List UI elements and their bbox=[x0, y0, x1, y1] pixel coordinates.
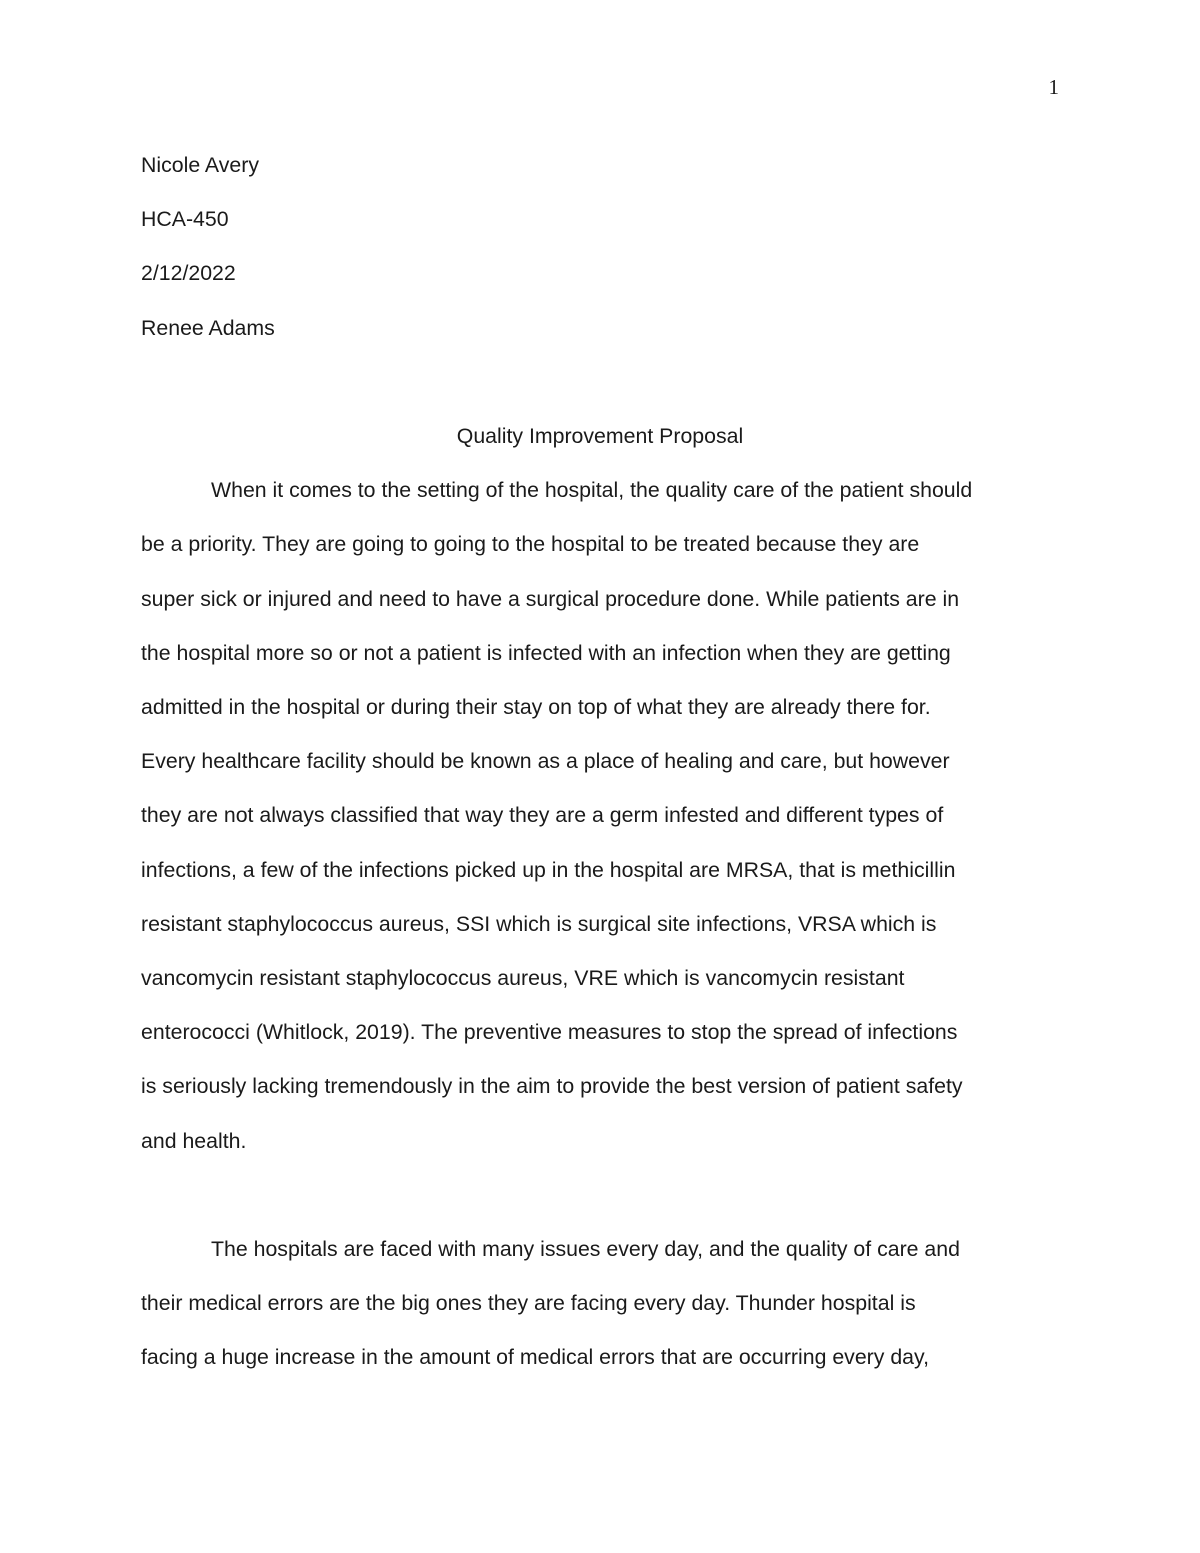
author-name: Nicole Avery bbox=[141, 153, 259, 177]
spacer bbox=[141, 1168, 1059, 1222]
paragraph-line: the hospital more so or not a patient is infected with an infection when they are getting bbox=[141, 640, 951, 665]
document-body bbox=[141, 138, 1059, 1385]
paragraph-line: vancomycin resistant staphylococcus aureus, VRE which is vancomycin resistant bbox=[141, 966, 905, 991]
paragraph-line: super sick or injured and need to have a surgical procedure done. While patients are in bbox=[141, 586, 960, 611]
paragraph-line: The hospitals are faced with many issues every day, and the quality of care and bbox=[211, 1237, 960, 1262]
paragraph-line: When it comes to the setting of the hospital, the quality care of the patient should bbox=[211, 478, 973, 503]
paragraph-1 bbox=[141, 463, 1059, 1168]
paragraph-line: resistant staphylococcus aureus, SSI which is surgical site infections, VRSA which is bbox=[141, 911, 937, 936]
paragraph-line: they are not always classified that way they are a germ infested and different types of bbox=[141, 803, 944, 828]
paragraph-line: be a priority. They are going to going to the hospital to be treated because they are bbox=[141, 532, 920, 557]
paragraph-line: and health. bbox=[141, 1128, 247, 1153]
submission-date: 2/12/2022 bbox=[141, 261, 236, 286]
paragraph-line: infections, a few of the infections picked up in the hospital are MRSA, that is methicillin bbox=[141, 857, 956, 882]
paragraph-line: facing a huge increase in the amount of medical errors that are occurring every day, bbox=[141, 1345, 930, 1370]
instructor-name: Renee Adams bbox=[141, 315, 275, 340]
document-title: Quality Improvement Proposal bbox=[456, 424, 744, 448]
paragraph-line: enterococci (Whitlock, 2019). The preventive measures to stop the spread of infections bbox=[141, 1020, 958, 1045]
spacer bbox=[141, 355, 1059, 409]
paragraph-line: admitted in the hospital or during their stay on top of what they are already there for. bbox=[141, 695, 931, 720]
paragraph-line: Every healthcare facility should be known as a place of healing and care, but however bbox=[141, 749, 950, 774]
course-code: HCA-450 bbox=[141, 207, 229, 232]
paragraph-line: their medical errors are the big ones they are facing every day. Thunder hospital is bbox=[141, 1291, 916, 1316]
page-number: 1 bbox=[1048, 75, 1059, 99]
paragraph-line: is seriously lacking tremendously in the aim to provide the best version of patient safety bbox=[141, 1074, 963, 1099]
paragraph-2 bbox=[141, 1222, 1059, 1385]
